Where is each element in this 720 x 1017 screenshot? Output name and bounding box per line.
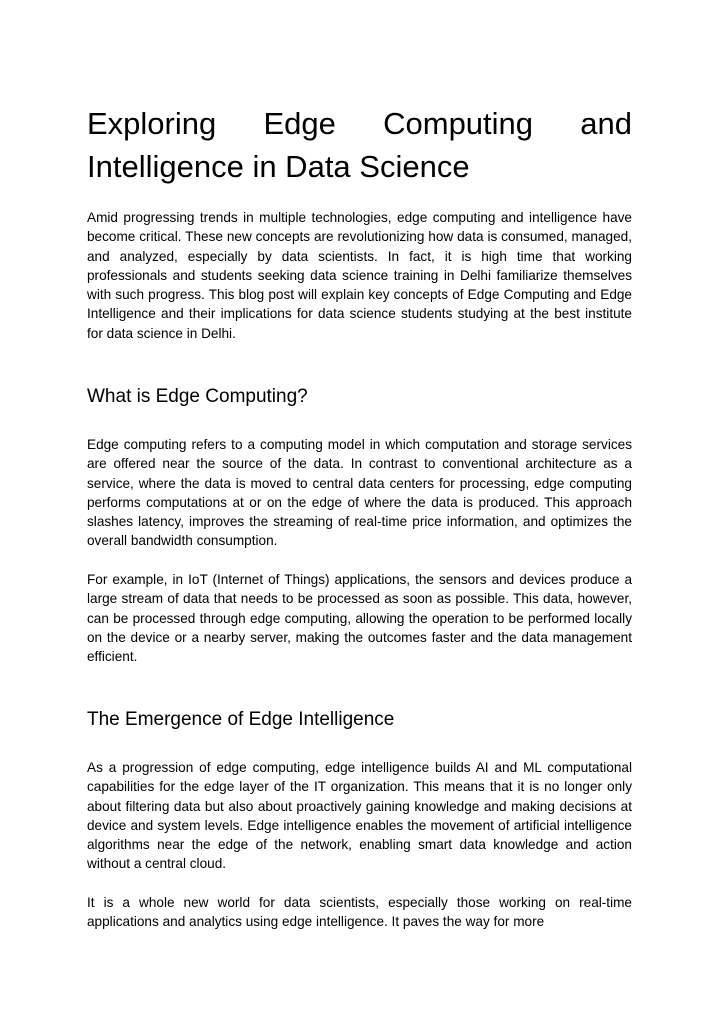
edge-computing-definition-paragraph: Edge computing refers to a computing model in which computation and storage services are offered near the source of the data. In contrast to conventional architecture as a service, where the data is moved to central data centers for processing, edge computing performs computations at or on the edge of where the data is produced. This approach slashes latency, improves the streaming of real-time price information, and optimizes the overall bandwidth consumption. [87,437,632,549]
edge-computing-example-paragraph: For example, in IoT (Internet of Things) applications, the sensors and devices produce a large stream of data that needs to be processed as soon as possible. This data, however, can be processed through edge computing, allowing the operation to be performed locally on the device or a nearby server, making the outcomes faster and the data management efficient. [87,572,632,665]
document-title: Exploring Edge Computing and Intelligence in Data Science [87,106,632,184]
intro-paragraph: Amid progressing trends in multiple technologies, edge computing and intelligence have become critical. These new concepts are revolutionizing how data is consumed, managed, and analyzed, especially by data scientists. In fact, it is high time that working professionals and students seeking data science training in Delhi familiarize themselves with such progress. This blog post will explain key concepts of Edge Computing and Edge Intelligence and their implications for data science students studying at the best institute for data science in Delhi. [87,210,632,341]
section-heading-edge-intelligence: The Emergence of Edge Intelligence [87,709,395,730]
section-heading-edge-computing: What is Edge Computing? [87,386,308,407]
edge-intelligence-paragraph: As a progression of edge computing, edge intelligence builds AI and ML computational capabilities for the edge layer of the IT organization. This means that it is no longer only about filtering data but also about proactively gaining knowledge and making decisions at device and system levels. Edge intelligence enables the movement of artificial intelligence algorithms near the edge of the network, enabling smart data knowledge and action without a central cloud. [87,760,632,872]
data-scientists-paragraph: It is a whole new world for data scientists, especially those working on real-time applications and analytics using edge intelligence. It paves the way for more [87,895,632,930]
